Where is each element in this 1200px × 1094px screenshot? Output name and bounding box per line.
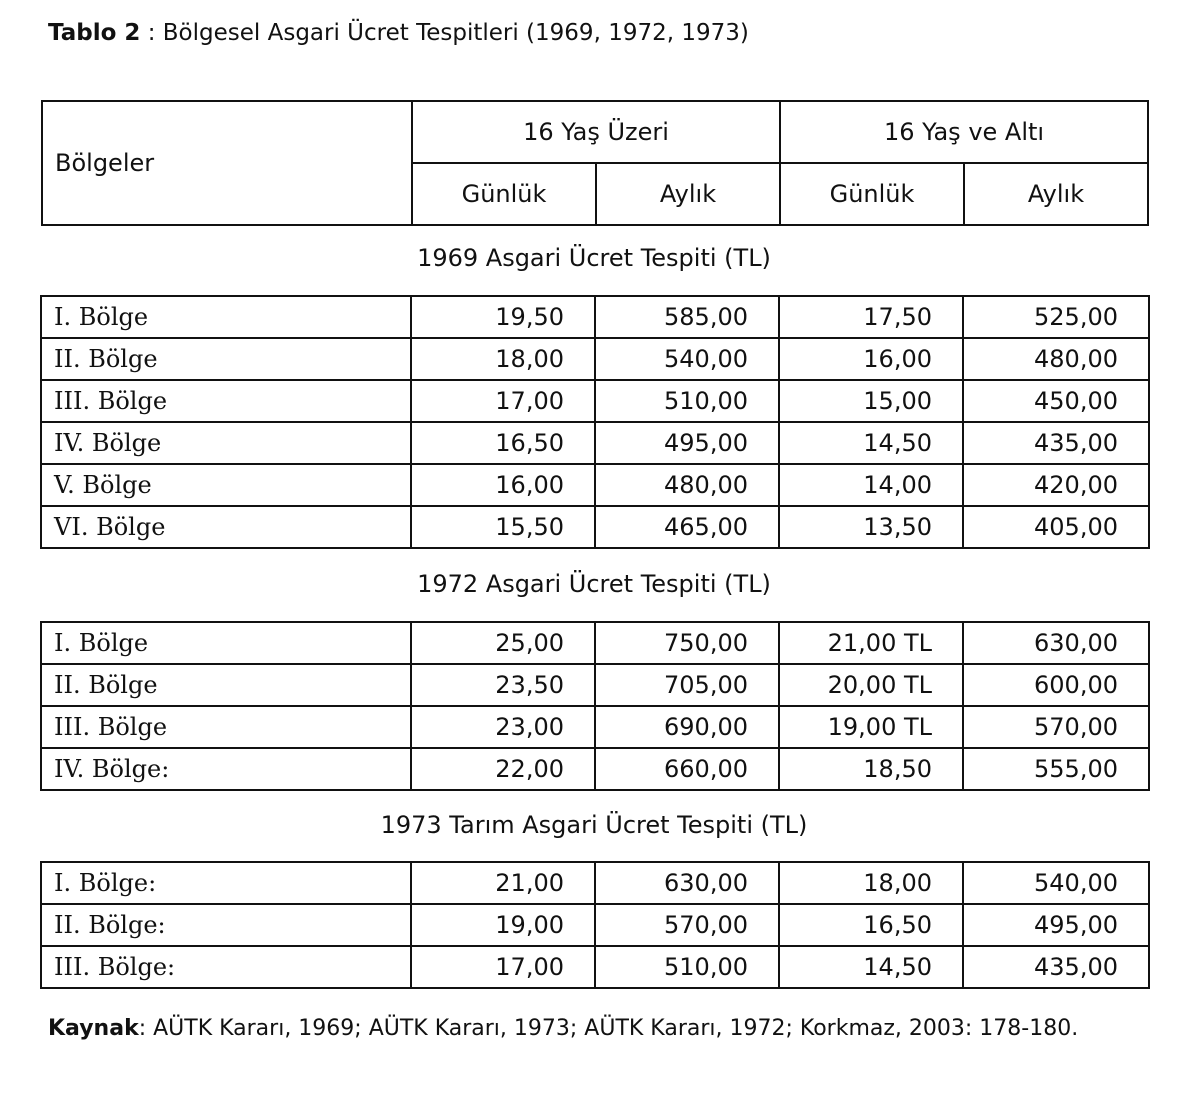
cell-aylik-uzeri: 570,00 [595,904,779,946]
cell-aylik-alti: 480,00 [963,338,1149,380]
cell-gunluk-uzeri: 25,00 [411,622,595,664]
table-row [41,506,1149,548]
cell-aylik-uzeri: 510,00 [595,946,779,988]
cell-gunluk-alti: 18,00 [779,862,963,904]
cell-aylik-uzeri: 585,00 [595,296,779,338]
row-label: III. Bölge [41,380,411,422]
cell-gunluk-alti: 19,00 TL [779,706,963,748]
cell-gunluk-alti: 16,50 [779,904,963,946]
cell-aylik-alti: 435,00 [963,422,1149,464]
header-bolgeler: Bölgeler [42,101,412,225]
cell-gunluk-uzeri: 18,00 [411,338,595,380]
cell-aylik-alti: 555,00 [963,748,1149,790]
cell-aylik-alti: 525,00 [963,296,1149,338]
table-row [41,622,1149,664]
header-aylik-1: Aylık [596,163,780,225]
table-row [41,380,1149,422]
header-aylik-2: Aylık [964,163,1148,225]
row-label: IV. Bölge [41,422,411,464]
table-row [41,296,1149,338]
cell-aylik-alti: 405,00 [963,506,1149,548]
cell-gunluk-alti: 16,00 [779,338,963,380]
cell-gunluk-uzeri: 17,00 [411,946,595,988]
cell-gunluk-alti: 14,50 [779,946,963,988]
cell-gunluk-alti: 14,50 [779,422,963,464]
cell-gunluk-uzeri: 17,00 [411,380,595,422]
cell-aylik-uzeri: 495,00 [595,422,779,464]
table-row [41,706,1149,748]
cell-gunluk-alti: 13,50 [779,506,963,548]
cell-gunluk-uzeri: 16,00 [411,464,595,506]
table-row [41,748,1149,790]
row-label: II. Bölge [41,338,411,380]
section-title-1969: 1969 Asgari Ücret Tespiti (TL) [417,244,771,272]
table-row [41,904,1149,946]
table-row [41,464,1149,506]
source-label: Kaynak [48,1016,139,1041]
cell-gunluk-alti: 21,00 TL [779,622,963,664]
cell-gunluk-uzeri: 19,00 [411,904,595,946]
cell-gunluk-uzeri: 23,50 [411,664,595,706]
cell-gunluk-uzeri: 23,00 [411,706,595,748]
cell-aylik-uzeri: 510,00 [595,380,779,422]
cell-aylik-uzeri: 660,00 [595,748,779,790]
row-label: III. Bölge: [41,946,411,988]
table-1973 [40,861,1150,989]
table-1972 [40,621,1150,791]
header-table [41,100,1149,226]
row-label: I. Bölge [41,296,411,338]
cell-gunluk-alti: 18,50 [779,748,963,790]
cell-gunluk-alti: 17,50 [779,296,963,338]
cell-aylik-alti: 630,00 [963,622,1149,664]
caption-label: Tablo 2 [48,20,141,46]
cell-aylik-alti: 495,00 [963,904,1149,946]
header-gunluk-1: Günlük [412,163,596,225]
section-title-1972: 1972 Asgari Ücret Tespiti (TL) [417,570,771,598]
cell-aylik-alti: 570,00 [963,706,1149,748]
source-text: : AÜTK Kararı, 1969; AÜTK Kararı, 1973; AÜTK Kararı, 1972; Korkmaz, 2003: 178-180. [138,1016,1079,1041]
cell-gunluk-uzeri: 22,00 [411,748,595,790]
row-label: VI. Bölge [41,506,411,548]
header-gunluk-2: Günlük [780,163,964,225]
row-label: IV. Bölge: [41,748,411,790]
row-label: III. Bölge [41,706,411,748]
cell-aylik-uzeri: 480,00 [595,464,779,506]
table-row [41,664,1149,706]
caption-text: : Bölgesel Asgari Ücret Tespitleri (1969, 1972, 1973) [140,20,749,46]
cell-aylik-alti: 600,00 [963,664,1149,706]
cell-gunluk-uzeri: 19,50 [411,296,595,338]
table-row [41,422,1149,464]
cell-gunluk-uzeri: 21,00 [411,862,595,904]
cell-gunluk-uzeri: 15,50 [411,506,595,548]
source-note [48,1016,1078,1041]
cell-aylik-alti: 450,00 [963,380,1149,422]
row-label: II. Bölge [41,664,411,706]
cell-aylik-alti: 540,00 [963,862,1149,904]
cell-gunluk-uzeri: 16,50 [411,422,595,464]
table-1969 [40,295,1150,549]
table-caption [48,20,749,46]
cell-aylik-uzeri: 690,00 [595,706,779,748]
table-row [41,946,1149,988]
cell-gunluk-alti: 15,00 [779,380,963,422]
cell-aylik-uzeri: 540,00 [595,338,779,380]
header-16-yas-ve-alti: 16 Yaş ve Altı [780,101,1148,163]
cell-gunluk-alti: 14,00 [779,464,963,506]
row-label: I. Bölge [41,622,411,664]
cell-aylik-uzeri: 630,00 [595,862,779,904]
row-label: I. Bölge: [41,862,411,904]
cell-aylik-alti: 435,00 [963,946,1149,988]
cell-aylik-uzeri: 705,00 [595,664,779,706]
row-label: V. Bölge [41,464,411,506]
cell-gunluk-alti: 20,00 TL [779,664,963,706]
header-16-yas-uzeri: 16 Yaş Üzeri [412,101,780,163]
cell-aylik-alti: 420,00 [963,464,1149,506]
cell-aylik-uzeri: 750,00 [595,622,779,664]
row-label: II. Bölge: [41,904,411,946]
table-row [41,862,1149,904]
cell-aylik-uzeri: 465,00 [595,506,779,548]
table-row [41,338,1149,380]
section-title-1973: 1973 Tarım Asgari Ücret Tespiti (TL) [380,811,808,839]
